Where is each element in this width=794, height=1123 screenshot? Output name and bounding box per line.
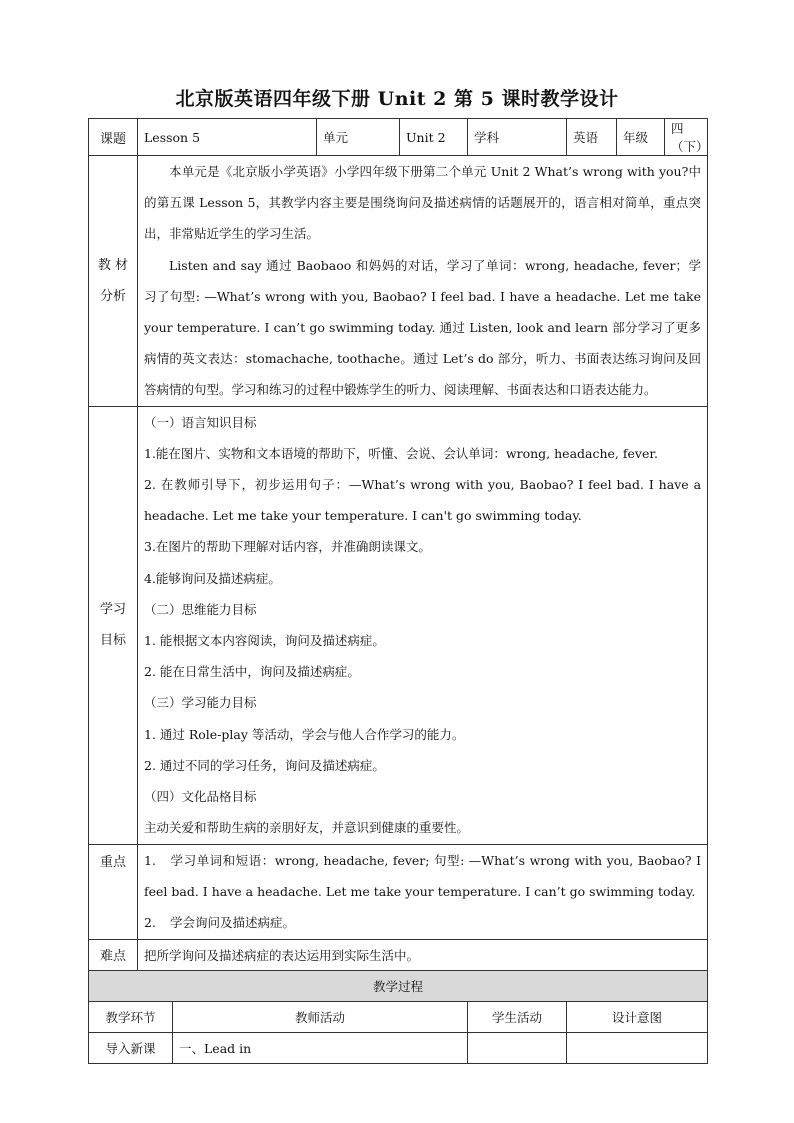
key-points-label: 重点	[89, 844, 138, 939]
objectives-content	[138, 406, 708, 844]
grade-label: 年级	[617, 119, 665, 156]
materials-label	[89, 156, 138, 407]
objective-line: 1. 通过 Role-play 等活动，学会与他人合作学习的能力。	[144, 726, 465, 742]
difficult-points-content: 把所学询问及描述病症的表达运用到实际生活中。	[138, 939, 708, 970]
key-point-item	[144, 907, 701, 938]
objective-line: （二）思维能力目标	[144, 601, 257, 617]
key-point-number: 2.	[144, 915, 156, 931]
unit-label: 单元	[317, 119, 400, 156]
process-header-row	[89, 1001, 708, 1032]
materials-row	[89, 156, 708, 407]
objective-line: （一）语言知识目标	[144, 414, 257, 430]
objective-line: 2. 通过不同的学习任务，询问及描述病症。	[144, 757, 385, 773]
subject-label: 学科	[468, 119, 567, 156]
objective-line: （四）文化品格目标	[144, 789, 257, 805]
difficult-points-label: 难点	[89, 939, 138, 970]
materials-paragraph-2: Listen and say 通过 Baobaoo 和妈妈的对话，学习了单词：wrong, headache, fever；学习了句型: —What’s wrong with you, Baobao? I feel bad. I have a headache. Let me take your temperature. I can’t go swimming today. 通过 Listen, look and learn 部分学习了更多病情的英文表达：stomachache, toothache。通过 Let’s do 部分，听力、书面表达练习询问及回答病情的句型。学习和练习的过程中锻炼学生的听力、阅读理解、书面表达和口语表达能力。	[144, 257, 702, 398]
objective-line: 4.能够询问及描述病症。	[144, 570, 281, 586]
page-title: 北京版英语四年级下册 Unit 2 第 5 课时教学设计	[175, 88, 619, 110]
key-point-item	[144, 845, 701, 907]
subject-value: 英语	[567, 119, 617, 156]
objectives-label-line2: 目标	[99, 633, 126, 649]
key-point-text: 学习单词和短语：wrong, headache, fever; 句型: —What’s wrong with you, Baobao? I feel bad. I have a headache. Let me take your temperature. I can’t go swimming today.	[144, 852, 702, 899]
objectives-row	[89, 406, 708, 844]
difficult-points-row	[89, 939, 708, 970]
grade-value: 四（下）	[665, 119, 708, 156]
objective-line: 2. 能在日常生活中，询问及描述病症。	[144, 664, 360, 680]
objective-line: （三）学习能力目标	[144, 695, 257, 711]
process-band-row	[89, 970, 708, 1001]
key-point-text: 学会询问及描述病症。	[170, 915, 296, 931]
objective-line: 2. 在教师引导下，初步运用句子：—What’s wrong with you, Baobao? I feel bad. I have a headache. Let me take your temperature. I can't go swimming today.	[144, 477, 702, 524]
process-band: 教学过程	[89, 970, 708, 1001]
unit-value: Unit 2	[400, 119, 468, 156]
materials-label-line2: 分析	[99, 288, 126, 304]
lesson-plan-table	[88, 118, 708, 1064]
key-points-row	[89, 844, 708, 939]
objectives-label-line1: 学习	[99, 601, 126, 617]
objective-line: 1.能在图片、实物和文本语境的帮助下，听懂、会说、会认单词：wrong, headache, fever.	[144, 445, 658, 461]
objectives-label	[89, 406, 138, 844]
materials-label-line1: 教 材	[97, 257, 129, 273]
process-student-activity	[468, 1032, 567, 1063]
process-row	[89, 1032, 708, 1063]
topic-label: 课题	[89, 119, 138, 156]
objective-line: 1. 能根据文本内容阅读，询问及描述病症。	[144, 633, 385, 649]
objective-line: 主动关爱和帮助生病的亲朋好友，并意识到健康的重要性。	[144, 820, 470, 836]
key-point-number: 1.	[144, 852, 156, 868]
topic-value: Lesson 5	[138, 119, 317, 156]
process-teacher-activity: 一、Lead in	[173, 1032, 468, 1063]
col-student-header: 学生活动	[468, 1001, 567, 1032]
objective-line: 3.在图片的帮助下理解对话内容，并准确朗读课文。	[144, 539, 431, 555]
col-stage-header: 教学环节	[89, 1001, 173, 1032]
col-teacher-header: 教师活动	[173, 1001, 468, 1032]
materials-paragraph-1: 本单元是《北京版小学英语》小学四年级下册第二个单元 Unit 2 What’s wrong with you?中的第五课 Lesson 5，其教学内容主要是围绕询问及描述病情的话题展开的，语言相对简单，重点突出，非常贴近学生的学习生活。	[144, 164, 702, 242]
col-design-header: 设计意图	[567, 1001, 708, 1032]
process-design-intent	[567, 1032, 708, 1063]
header-row	[89, 119, 708, 156]
process-stage: 导入新课	[89, 1032, 173, 1063]
key-points-content	[138, 844, 708, 939]
materials-content	[138, 156, 708, 407]
